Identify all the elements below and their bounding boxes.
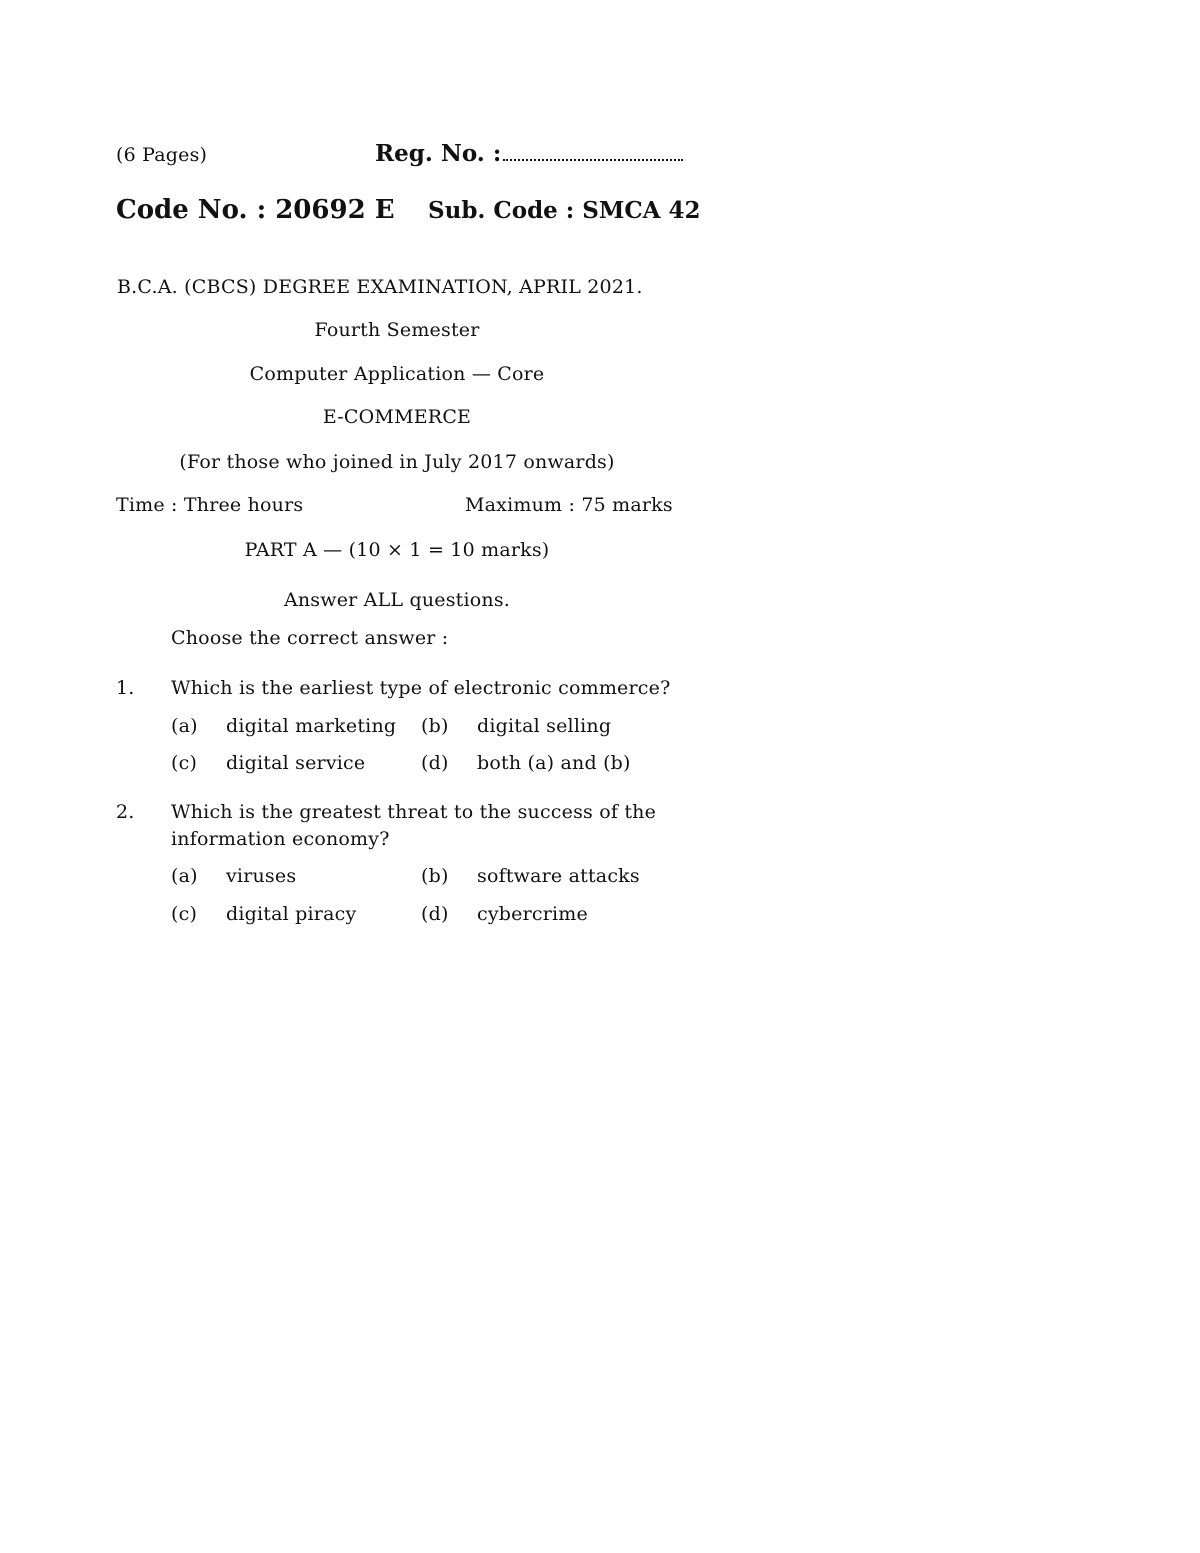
- question-text-line2: information economy?: [171, 828, 390, 850]
- option-label: (b): [421, 715, 449, 737]
- question-text: Which is the earliest type of electronic commerce?: [171, 677, 671, 699]
- part-a-sub-instruction: Choose the correct answer :: [171, 627, 449, 649]
- exam-title: B.C.A. (CBCS) DEGREE EXAMINATION, APRIL 2021.: [117, 276, 643, 298]
- reg-no-label: Reg. No. :: [375, 140, 502, 167]
- option-text: both (a) and (b): [477, 752, 631, 774]
- code-number: Code No. : 20692 E: [116, 195, 395, 225]
- option-label: (d): [421, 752, 449, 774]
- course: Computer Application — Core: [249, 363, 545, 385]
- option-label: (a): [171, 715, 198, 737]
- reg-no: [375, 140, 683, 167]
- option-text: digital marketing: [226, 715, 397, 737]
- option-text: viruses: [226, 865, 297, 887]
- option-text: software attacks: [477, 865, 640, 887]
- option-label: (b): [421, 865, 449, 887]
- option-text: cybercrime: [477, 903, 588, 925]
- option-text: digital selling: [477, 715, 612, 737]
- question-number: 1.: [116, 677, 135, 699]
- question-number: 2.: [116, 801, 135, 823]
- batch-note: (For those who joined in July 2017 onwards): [179, 451, 615, 473]
- reg-no-blank: [503, 145, 683, 161]
- option-label: (a): [171, 865, 198, 887]
- option-label: (c): [171, 903, 198, 925]
- option-text: digital service: [226, 752, 366, 774]
- part-a-instruction: Answer ALL questions.: [283, 589, 511, 611]
- option-text: digital piracy: [226, 903, 357, 925]
- semester: Fourth Semester: [314, 319, 480, 341]
- option-label: (d): [421, 903, 449, 925]
- part-a-heading: PART A — (10 × 1 = 10 marks): [244, 539, 550, 561]
- subject-title: E-COMMERCE: [322, 406, 472, 428]
- maximum-marks: Maximum : 75 marks: [465, 494, 673, 516]
- sub-code: Sub. Code : SMCA 42: [428, 197, 701, 224]
- question-text-line1: Which is the greatest threat to the success of the: [171, 801, 657, 823]
- time-allowed: Time : Three hours: [116, 494, 304, 516]
- option-label: (c): [171, 752, 198, 774]
- page-count: (6 Pages): [116, 144, 208, 166]
